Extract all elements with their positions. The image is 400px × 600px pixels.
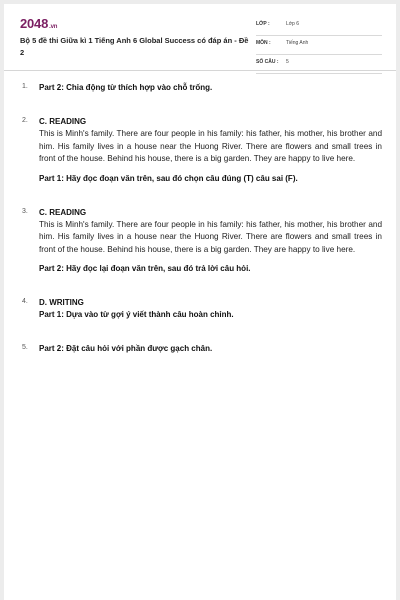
question-part: Part 2: Đặt câu hỏi với phần được gạch chân.: [39, 344, 213, 353]
question-item: [20, 82, 382, 94]
document-page: [4, 4, 396, 600]
question-part: Part 1: Hãy đọc đoạn văn trên, sau đó chọn câu đúng (T) câu sai (F).: [39, 173, 298, 183]
meta-label: LỚP :: [256, 21, 270, 27]
meta-row-class: [256, 17, 382, 36]
section-heading: D. WRITING: [39, 298, 84, 307]
document-header: [4, 4, 396, 71]
question-part: Part 1: Dựa vào từ gợi ý viết thành câu hoàn chỉnh.: [39, 310, 234, 319]
question-item: [20, 343, 382, 355]
meta-label: MÔN :: [256, 40, 271, 46]
meta-row-subject: [256, 36, 382, 55]
meta-value: Lớp 6: [286, 21, 300, 27]
question-item: [20, 297, 382, 321]
reading-passage: This is Minh's family. There are four people in his family: his father, his mother, his brother and him. His family lives in a house near the Huong River. There are flowers and small trees in front of the house. Behind his house, there is a big garden. They are happy to live here.: [39, 129, 382, 163]
meta-value: 5: [286, 59, 289, 65]
question-number: 2.: [22, 117, 28, 124]
question-item: [20, 116, 382, 185]
document-title: Bộ 5 đề thi Giữa kì 1 Tiếng Anh 6 Global Success có đáp án - Đề 2: [20, 36, 249, 57]
meta-row-count: [256, 55, 382, 74]
question-part: Part 2: Hãy đọc lại đoạn văn trên, sau đó trả lời câu hỏi.: [39, 264, 251, 273]
meta-label: SỐ CÂU :: [256, 59, 279, 65]
question-item: [20, 207, 382, 276]
question-number: 1.: [22, 83, 28, 90]
section-heading: C. READING: [39, 207, 87, 217]
question-part: Part 2: Chia động từ thích hợp vào chỗ trống.: [39, 83, 213, 92]
reading-passage: This is Minh's family. There are four people in his family: his father, his mother, his brother and him. His family lives in a house near the Huong River. There are flowers and small trees in front of the house. Behind his house, there is a big garden. They are happy to live here.: [39, 219, 382, 254]
document-meta: [256, 17, 382, 74]
meta-value: Tiếng Anh: [286, 40, 309, 46]
question-number: 5.: [22, 344, 28, 351]
site-logo[interactable]: 2048.vn: [20, 16, 58, 31]
question-number: 4.: [22, 298, 28, 305]
question-list: [20, 82, 382, 377]
question-number: 3.: [22, 207, 28, 215]
section-heading: C. READING: [39, 117, 87, 126]
